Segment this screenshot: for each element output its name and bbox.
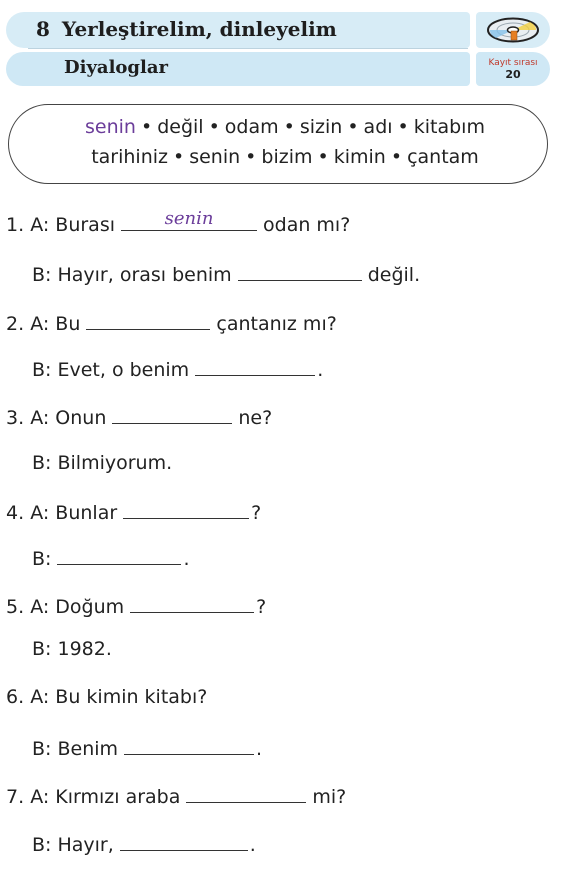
section-subtitle: Diyaloglar [64,57,168,78]
exercise-6-line-b [32,734,262,760]
exercise-2-line-a [6,309,337,335]
cd-disc-icon [486,17,540,43]
word-bank-row-1 [0,116,570,138]
word-bank-word: çantam [407,146,479,168]
exercise-number: 6. [6,686,25,708]
filled-answer: senin [164,208,214,229]
word-separator: • [390,146,403,168]
exercise-6-line-a [6,686,207,708]
exercise-number: 1. [6,214,25,236]
exercise-text: B: Benim [32,738,119,760]
exercise-text: A: Burası [30,214,116,236]
exercise-number: 5. [6,596,25,618]
exercise-7-line-a [6,782,346,808]
answer-blank[interactable] [186,782,306,803]
word-bank-word: senin [189,146,241,168]
exercise-1-line-a [6,210,350,236]
exercise-text: mi? [312,786,347,808]
exercise-text: B: 1982. [32,638,112,660]
exercise-text: . [249,834,256,856]
word-bank-word: senin [85,116,136,138]
exercise-text: B: Bilmiyorum. [32,452,173,474]
exercise-3-line-b [32,452,172,474]
exercise-text: çantanız mı? [216,313,337,335]
word-bank-word: kitabım [413,116,485,138]
answer-blank[interactable] [121,210,257,231]
exercise-text: B: Hayır, orası benim [32,264,232,286]
exercise-text: ? [251,502,262,524]
exercise-number: 7. [6,786,25,808]
answer-blank[interactable] [238,260,362,281]
track-number-box [476,52,550,86]
word-bank-word: odam [224,116,279,138]
word-separator: • [245,146,257,168]
exercise-number: 3. [6,407,25,429]
exercise-text: ? [256,596,267,618]
word-bank-word: bizim [261,146,313,168]
exercise-text: odan mı? [263,214,351,236]
answer-blank[interactable] [86,309,210,330]
word-separator: • [347,116,359,138]
exercise-text: A: Bu kimin kitabı? [30,686,208,708]
exercise-5-line-b [32,638,112,660]
word-separator: • [208,116,220,138]
word-bank-word: adı [363,116,393,138]
word-bank-word: tarihiniz [91,146,168,168]
exercise-1-line-b [32,260,420,286]
answer-blank[interactable] [57,544,181,565]
header-divider [28,48,468,49]
exercise-text: B: Evet, o benim [32,359,190,381]
answer-blank[interactable] [195,355,315,376]
lesson-number: 8 [36,17,50,41]
exercise-4-line-b [32,544,189,570]
word-bank-word: değil [157,116,204,138]
exercise-5-line-a [6,592,266,618]
exercise-text: A: Kırmızı araba [30,786,181,808]
exercise-text: değil. [367,264,421,286]
cd-icon-band [476,12,550,48]
exercise-number: 4. [6,502,25,524]
word-bank-word: sizin [299,116,343,138]
exercise-7-line-b [32,830,256,856]
exercise-text: . [317,359,324,381]
word-bank-word: kimin [333,146,386,168]
lesson-title [36,17,337,41]
answer-blank[interactable] [124,734,254,755]
word-separator: • [283,116,295,138]
lesson-title-text: Yerleştirelim, dinleyelim [61,17,337,41]
exercise-text: A: Onun [30,407,107,429]
word-separator: • [397,116,409,138]
exercise-text: B: [32,548,52,570]
exercise-text: ne? [238,407,273,429]
track-label: Kayıt sırası [488,58,538,68]
exercise-text: A: Doğum [30,596,125,618]
exercise-number: 2. [6,313,25,335]
word-separator: • [317,146,329,168]
exercise-text: B: Hayır, [32,834,114,856]
exercise-text: A: Bunlar [30,502,118,524]
exercise-4-line-a [6,498,261,524]
answer-blank[interactable] [112,403,232,424]
exercise-3-line-a [6,403,272,429]
word-separator: • [140,116,153,138]
answer-blank[interactable] [120,830,248,851]
exercise-text: A: Bu [30,313,81,335]
exercise-2-line-b [32,355,323,381]
word-bank-row-2 [0,146,570,168]
answer-blank[interactable] [123,498,249,519]
exercise-text: . [256,738,263,760]
word-separator: • [173,146,185,168]
answer-blank[interactable] [130,592,254,613]
exercise-text: . [183,548,190,570]
track-number: 20 [505,68,521,81]
